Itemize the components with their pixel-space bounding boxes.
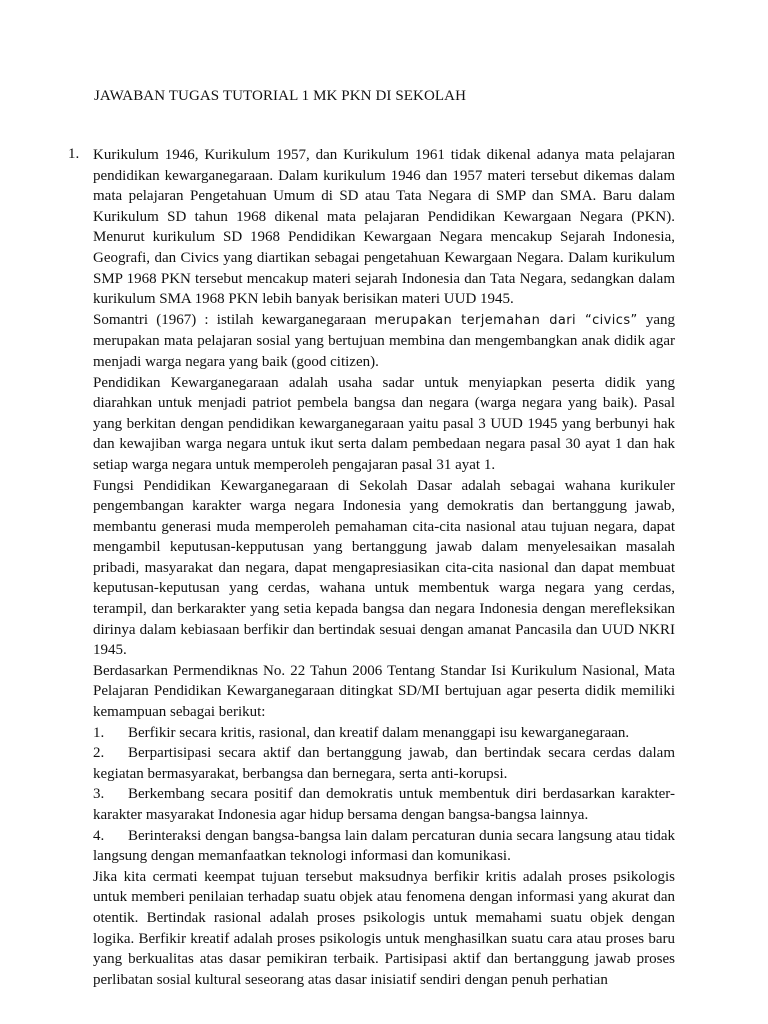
goal-text: Berinteraksi dengan bangsa-bangsa lain dalam percaturan dunia secara langsung atau tidak langsung dengan memanfaatkan teknologi informasi dan komunikasi. — [93, 827, 675, 865]
paragraph-curriculum-history: Kurikulum 1946, Kurikulum 1957, dan Kurikulum 1961 tidak dikenal adanya mata pelajaran pendidikan kewarganegaraan. Dalam kurikulum 1946 dan 1957 materi tersebut dikemas dalam mata pelajaran Pengetahuan Umum di SD atau Tata Negara di SMP dan SMA. Baru dalam Kurikulum SD tahun 1968 dikenal mata pelajaran Pendidikan Kewargaan Negara (PKN). Menurut kurikulum SD 1968 Pendidikan Kewargaan Negara mencakup Sejarah Indonesia, Geografi, dan Civics yang diartikan sebagai pengetahuan Kewargaan Negara. Dalam kurikulum SMP 1968 PKN tersebut mencakup materi sejarah Indonesia dan Tata Negara, sedangkan dalam kurikulum SMA 1968 PKN lebih banyak berisikan materi UUD 1945. — [93, 147, 675, 308]
goal-text: Berkembang secara positif dan demokratis untuk membentuk diri berdasarkan karakter-karakter masyarakat Indonesia agar hidup bersama dengan bangsa-bangsa lainnya. — [93, 786, 675, 823]
paragraph-somantri-part1: Somantri (1967) : istilah kewarganegaraan — [93, 311, 367, 328]
goal-item-2 — [93, 743, 675, 784]
goal-number: 4. — [93, 827, 105, 844]
goal-item-1 — [93, 723, 675, 744]
paragraph-analysis: Jika kita cermati keempat tujuan tersebut maksudnya berfikir kritis adalah proses psikologis untuk memberi penilaian terhadap suatu objek atau fenomena dengan informasi yang akurat dan otentik. Bertindak rasional adalah proses psikologis untuk memahami suatu objek dengan logika. Berfikir kreatif adalah proses psikologis untuk menghasilkan suatu cara atau proses baru yang berkualitas atas dasar pemikiran terbaik. Partisipasi aktif dan bertanggung jawab proses perlibatan sosial kultural seseorang atas dasar inisiatif sendiri dengan penuh perhatian — [93, 868, 675, 988]
paragraph-somantri-part3: yang merupakan mata pelajaran sosial yang bertujuan membina dan mengembangkan anak didik agar menjadi warga negara yang baik (good citizen). — [93, 311, 676, 370]
goal-item-3 — [93, 784, 675, 825]
goal-number: 3. — [93, 786, 105, 803]
paragraph-somantri-handwritten-part: merupakan terjemahan dari “civics” — [374, 312, 638, 328]
paragraph-somantri — [93, 310, 675, 373]
document-title: JAWABAN TUGAS TUTORIAL 1 MK PKN DI SEKOLAH — [94, 88, 467, 104]
list-number: 1. — [68, 146, 80, 162]
goal-item-4 — [93, 826, 675, 867]
paragraph-function: Fungsi Pendidikan Kewarganegaraan di Sekolah Dasar adalah sebagai wahana kurikuler pengembangan karakter warga negara Indonesia yang demokratis dan bertanggung jawab, membantu generasi muda memperoleh pemahaman cita-cita nasional atau tujuan negara, dapat mengambil keputusan-kepputusan yang bertanggung jawab dalam menyelesaikan masalah pribadi, masyarakat dan negara, dapat mengapresiasikan cita-cita nasional dan dapat membuat keputusan-keputusan yang cerdas, wahana untuk membentuk warga negara yang cerdas, terampil, dan berkarakter yang setia kepada bangsa dan negara Indonesia dengan merefleksikan dirinya dalam kebiasaan berfikir dan bertindak sesuai dengan amanat Pancasila dan UUD NKRI 1945. — [93, 477, 675, 659]
paragraph-permendiknas: Berdasarkan Permendiknas No. 22 Tahun 2006 Tentang Standar Isi Kurikulum Nasional, Mata Pelajaran Pendidikan Kewarganegaraan ditingkat SD/MI bertujuan agar peserta didik memiliki kemampuan sebagai berikut: — [93, 662, 675, 721]
goal-text: Berpartisipasi secara aktif dan bertanggung jawab, dan bertindak secara cerdas dalam kegiatan bermasyarakat, berbangsa dan bernegara, serta anti-korupsi. — [93, 745, 675, 782]
answer-body — [93, 145, 675, 990]
paragraph-definition: Pendidikan Kewarganegaraan adalah usaha sadar untuk menyiapkan peserta didik yang diarahkan untuk menjadi patriot pembela bangsa dan negara (warga negara yang baik). Pasal yang berkitan dengan pendidikan kewarganegaraan yaitu pasal 3 UUD 1945 yang berbunyi hak dan kewajiban warga negara untuk ikut serta dalam pembedaan negara pasal 30 ayat 1 dan hak setiap warga negara untuk memperoleh pengajaran pasal 31 ayat 1. — [93, 374, 675, 473]
goal-text: Berfikir secara kritis, rasional, dan kreatif dalam menanggapi isu kewarganegaraan. — [128, 724, 630, 741]
goal-number: 1. — [93, 724, 105, 741]
goal-number: 2. — [93, 745, 105, 762]
